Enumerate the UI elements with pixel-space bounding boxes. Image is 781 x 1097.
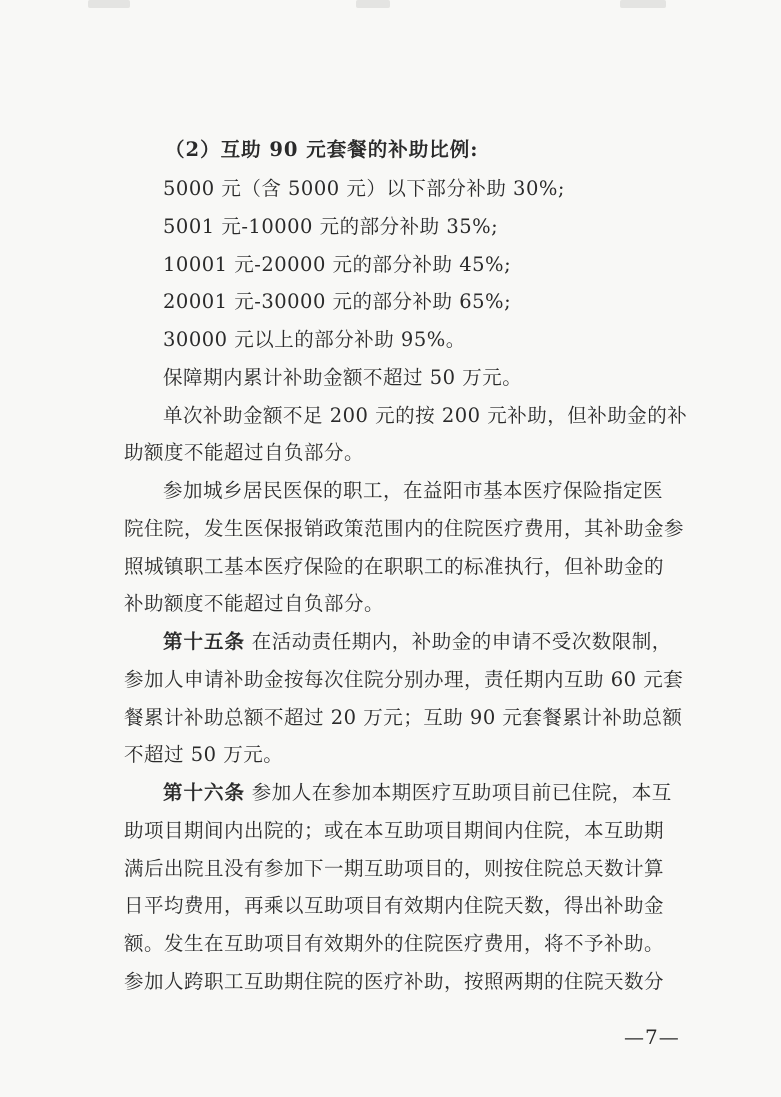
article-15-label: 第十五条	[163, 630, 246, 653]
subsidy-tier: 10001 元-20000 元的部分补助 45%;	[163, 253, 512, 276]
subsidy-tier: 30000 元以上的部分补助 95%。	[163, 328, 466, 351]
paragraph-line: 参加人申请补助金按每次住院分别办理，责任期内互助 60 元套	[124, 668, 684, 691]
paragraph-line: 照城镇职工基本医疗保险的在职职工的标准执行，但补助金的	[124, 555, 665, 578]
subsidy-tier: 20001 元-30000 元的部分补助 65%;	[163, 290, 512, 313]
paragraph-line: 单次补助金额不足 200 元的按 200 元补助，但补助金的补	[163, 404, 688, 427]
paragraph-line: 日平均费用，再乘以互助项目有效期内住院天数，得出补助金	[124, 894, 665, 917]
paragraph-line: 满后出院且没有参加下一期互助项目的，则按住院总天数计算	[124, 857, 665, 880]
scan-artifact	[88, 0, 130, 8]
subsidy-tier: 5000 元（含 5000 元）以下部分补助 30%;	[163, 177, 565, 200]
section-heading: （2）互助 90 元套餐的补助比例:	[165, 138, 479, 161]
page-number: —7—	[624, 1025, 680, 1049]
paragraph-line: 参加人跨职工互助期住院的医疗补助，按照两期的住院天数分	[124, 970, 665, 993]
paragraph-line: 不超过 50 万元。	[124, 743, 284, 766]
paragraph-line: 院住院，发生医保报销政策范围内的住院医疗费用，其补助金参	[124, 517, 685, 540]
paragraph-line: 额。发生在互助项目有效期外的住院医疗费用，将不予补助。	[124, 932, 665, 955]
paragraph-line: 参加城乡居民医保的职工，在益阳市基本医疗保险指定医	[163, 479, 664, 502]
paragraph-line: 助项目期间内出院的；或在本互助项目期间内住院，本互助期	[124, 819, 665, 842]
paragraph-line: 补助额度不能超过自负部分。	[124, 592, 385, 615]
article-15-text: 在活动责任期内，补助金的申请不受次数限制，	[245, 630, 672, 653]
article-16-text: 参加人在参加本期医疗互助项目前已住院，本互	[245, 781, 672, 804]
paragraph-line: 保障期内累计补助金额不超过 50 万元。	[163, 366, 523, 389]
paragraph-line: 餐累计补助总额不超过 20 万元；互助 90 元套餐累计补助总额	[124, 706, 683, 729]
scan-artifact	[356, 0, 390, 8]
article-16-label: 第十六条	[163, 781, 246, 804]
subsidy-tier: 5001 元-10000 元的部分补助 35%;	[163, 215, 499, 238]
article-16-first-line	[163, 780, 672, 806]
paragraph-line: 助额度不能超过自负部分。	[124, 441, 365, 464]
scan-artifact	[620, 0, 666, 8]
article-15-first-line	[163, 629, 672, 655]
